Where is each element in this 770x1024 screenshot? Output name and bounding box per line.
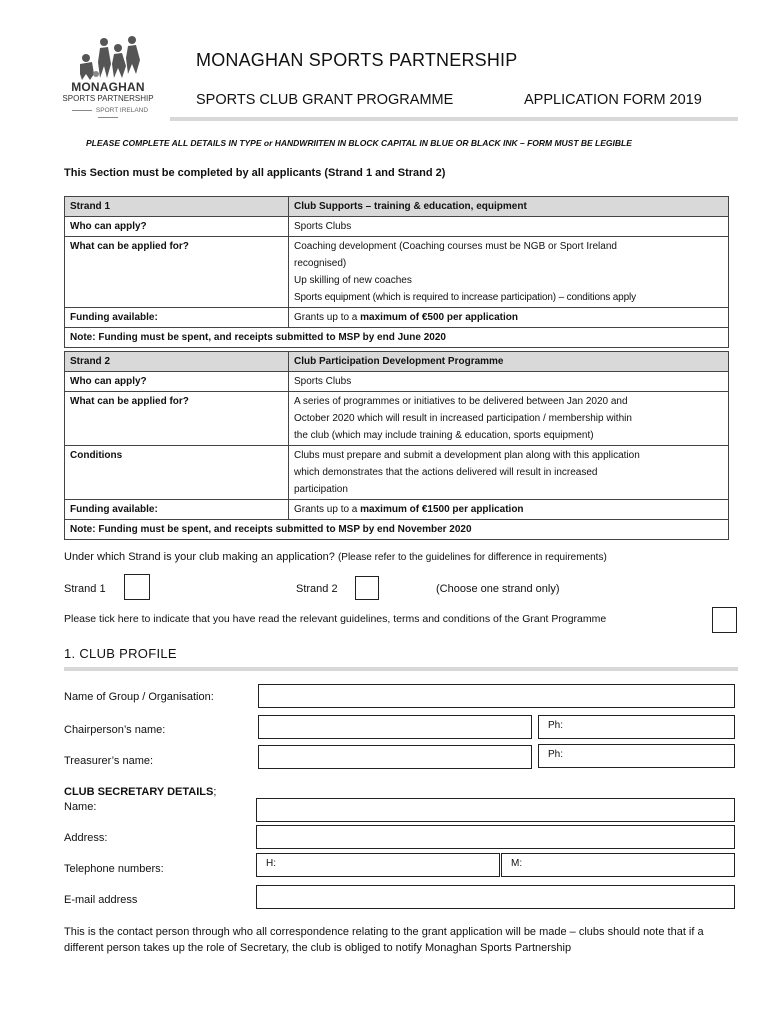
list-item: October 2020 which will result in increased participation / membership within	[294, 413, 632, 424]
funding-prefix: Grants up to a	[294, 504, 361, 515]
table-row	[65, 237, 729, 308]
table-row	[65, 446, 729, 500]
who-value: Sports Clubs	[289, 372, 729, 392]
conditions-label: Conditions	[65, 446, 289, 500]
funding-amount: maximum of €1500 per application	[360, 504, 524, 515]
organisation-title: MONAGHAN SPORTS PARTNERSHIP	[196, 50, 518, 70]
guidelines-checkbox[interactable]	[712, 607, 737, 633]
list-item: A series of programmes or initiatives to be delivered between Jan 2020 and	[294, 396, 628, 407]
mobile-phone-input[interactable]	[501, 853, 735, 877]
what-value	[289, 392, 729, 446]
table-row	[65, 392, 729, 446]
strand-1-option-label: Strand 1	[64, 583, 106, 595]
treasurer-name-input[interactable]	[258, 745, 532, 769]
table-row	[65, 308, 729, 328]
table-row	[65, 328, 729, 348]
treasurer-phone-input[interactable]	[538, 744, 735, 768]
treasurer-label: Treasurer’s name:	[64, 755, 154, 767]
monaghan-sports-partnership-logo	[56, 34, 160, 120]
phone-prefix: Ph:	[548, 749, 564, 760]
secretary-contact-note: This is the contact person through who all correspondence relating to the grant application will be made – clubs should note that if a different person takes up the role of Secretary, the club is obliged to notify Monaghan Sports Partnership	[64, 926, 704, 954]
list-item: Clubs must prepare and submit a development plan along with this application	[294, 450, 640, 461]
list-item: which demonstrates that the actions delivered will result in increased	[294, 467, 598, 478]
chairperson-phone-input[interactable]	[538, 715, 735, 739]
who-label: Who can apply?	[65, 217, 289, 237]
strand-question	[64, 551, 607, 563]
logo-title: MONAGHAN	[71, 80, 145, 94]
strand-1-checkbox[interactable]	[124, 574, 150, 600]
table-row	[65, 520, 729, 540]
strand-question-text: Under which Strand is your club making an application?	[64, 551, 335, 563]
chairperson-label: Chairperson’s name:	[64, 724, 166, 736]
who-label: Who can apply?	[65, 372, 289, 392]
list-item: recognised)	[294, 258, 347, 269]
funding-value	[289, 500, 729, 520]
section-divider	[64, 667, 738, 671]
funding-label: Funding available:	[65, 308, 289, 328]
strand-1-title: Club Supports – training & education, equipment	[289, 197, 729, 217]
strand-1-label: Strand 1	[65, 197, 289, 217]
email-label: E-mail address	[64, 894, 138, 906]
strand-2-title: Club Participation Development Programme	[289, 352, 729, 372]
strand-2-option-label: Strand 2	[296, 583, 338, 595]
secretary-heading-text: CLUB SECRETARY DETAILS	[64, 786, 214, 798]
what-label: What can be applied for?	[65, 237, 289, 308]
athletes-silhouette-icon	[56, 34, 160, 82]
choose-one-note: (Choose one strand only)	[436, 583, 560, 595]
logo-tagline: SPORT IRELAND	[56, 107, 160, 121]
strand-2-checkbox[interactable]	[355, 576, 379, 600]
funding-prefix: Grants up to a	[294, 312, 361, 323]
form-title: APPLICATION FORM 2019	[524, 92, 702, 108]
home-phone-prefix: H:	[266, 858, 276, 869]
funding-label: Funding available:	[65, 500, 289, 520]
group-name-label: Name of Group / Organisation:	[64, 691, 214, 703]
table-row	[65, 500, 729, 520]
mobile-phone-prefix: M:	[511, 858, 523, 869]
list-item: Coaching development (Coaching courses must be NGB or Sport Ireland	[294, 241, 617, 252]
strand-1-table	[64, 196, 729, 348]
section-note: This Section must be completed by all applicants (Strand 1 and Strand 2)	[64, 167, 446, 179]
home-phone-input[interactable]	[256, 853, 500, 877]
list-item: Up skilling of new coaches	[294, 275, 412, 286]
strand-2-table	[64, 351, 729, 540]
phone-prefix: Ph:	[548, 720, 564, 731]
what-label: What can be applied for?	[65, 392, 289, 446]
logo-subtitle: SPORTS PARTNERSHIP	[62, 94, 154, 103]
email-input[interactable]	[256, 885, 735, 909]
telephone-label: Telephone numbers:	[64, 863, 164, 875]
who-value: Sports Clubs	[289, 217, 729, 237]
header-divider	[170, 117, 738, 121]
programme-title: SPORTS CLUB GRANT PROGRAMME	[196, 92, 454, 108]
table-row	[65, 217, 729, 237]
address-label: Address:	[64, 832, 108, 844]
strand-question-hint: (Please refer to the guidelines for difference in requirements)	[337, 552, 607, 563]
guidelines-tick-text: Please tick here to indicate that you have read the relevant guidelines, terms and conditions of the Grant Programme	[64, 613, 607, 625]
secretary-name-label: Name:	[64, 801, 97, 813]
address-input[interactable]	[256, 825, 735, 849]
funding-amount: maximum of €500 per application	[360, 312, 518, 323]
funding-value	[289, 308, 729, 328]
list-item: the club (which may include training & education, sports equipment)	[294, 430, 594, 441]
what-value	[289, 237, 729, 308]
table-row	[65, 197, 729, 217]
completion-instructions: PLEASE COMPLETE ALL DETAILS IN TYPE or HANDWRIITEN IN BLOCK CAPITAL IN BLUE OR BLACK INK – FORM MUST BE LEGIBLE	[86, 138, 632, 148]
list-item: participation	[294, 484, 348, 495]
table-row	[65, 352, 729, 372]
funding-note: Note: Funding must be spent, and receipts submitted to MSP by end June 2020	[65, 328, 729, 348]
club-profile-heading: 1. CLUB PROFILE	[64, 646, 177, 661]
funding-note: Note: Funding must be spent, and receipts submitted to MSP by end November 2020	[65, 520, 729, 540]
group-name-input[interactable]	[258, 684, 735, 708]
secretary-heading	[64, 786, 216, 798]
chairperson-name-input[interactable]	[258, 715, 532, 739]
secretary-name-input[interactable]	[256, 798, 735, 822]
strand-2-label: Strand 2	[65, 352, 289, 372]
list-item: Sports equipment (which is required to increase participation) – conditions apply	[294, 292, 636, 303]
table-row	[65, 372, 729, 392]
secretary-heading-suffix: ;	[213, 786, 217, 798]
conditions-value	[289, 446, 729, 500]
